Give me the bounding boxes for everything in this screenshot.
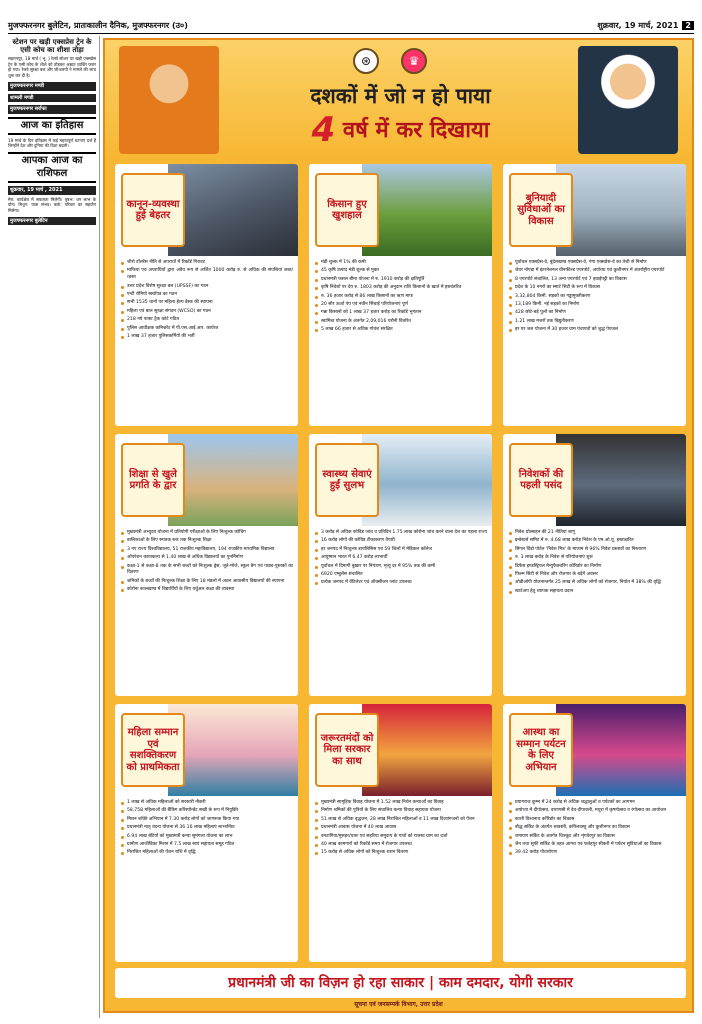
bullet-point: मिशन शक्ति अभियान में 7.30 करोड़ लोगों को जागरूक किया गया (121, 817, 293, 824)
bullet-point: 45 कृषि उत्पाद मंडी शुल्क से मुक्त (315, 268, 487, 275)
state-emblem-icon: ⊛ (353, 48, 379, 74)
bullet-point: फिल्म सिटी से निवेश और रोजगार के बढ़ेंगे अवसर (509, 572, 681, 579)
card-label: शिक्षा से खुले प्रगति के द्वार (121, 443, 185, 517)
bullet-point: 428 छोटे-बड़े पुलों का निर्माण (509, 310, 681, 317)
bullet-point: कोरोना कालखण्ड में विद्यार्थियों के लिए वर्चुअल कक्षा की व्यवस्था (121, 587, 293, 594)
bullet-point: श्रमिकों के बच्चों की निःशुल्क शिक्षा के लिए 18 मंडलों में अटल आवासीय विद्यालयों की स्थापना (121, 579, 293, 586)
card-points (115, 256, 298, 341)
bullet-point: 5 लाख 66 हजार से अधिक गोवंश संरक्षित (315, 327, 487, 334)
bullet-point: मंडी शुल्क में 1% की कमी (315, 260, 487, 267)
history-heading: आज का इतिहास (8, 117, 96, 135)
masthead-date: शुक्रवार, 19 मार्च, 2021 (597, 21, 679, 30)
bullet-point: आयुष्मान भारत में 6.47 करोड़ लाभार्थी (315, 555, 487, 562)
card-points (309, 256, 492, 334)
bullet-point: 1 लाख से अधिक महिलाओं को सरकारी नौकरी (121, 800, 293, 807)
headline-number: 4 (311, 110, 336, 150)
ad-hero (105, 40, 692, 158)
bullet-point: निवेश प्रोत्साहन की 21 नीतियां लागू (509, 530, 681, 537)
bullet-point: इन्वेस्टर्स समिट में रु. 4.68 लाख करोड़ निवेश के एम.ओ.यू. हस्ताक्षरित (509, 538, 681, 545)
bullet-point: काशी विश्वनाथ कॉरिडोर का विकास (509, 817, 681, 824)
card-photo (168, 164, 298, 256)
government-advertisement (103, 38, 694, 1013)
bullet-point: गन्ना किसानों को 1 लाख 37 हजार करोड़ का रिकॉर्ड भुगतान (315, 310, 487, 317)
bullet-point: 1 लाख 37 हजार पुलिसकर्मियों की भर्ती (121, 334, 293, 341)
card-points (309, 526, 492, 587)
bullet-point: बौद्ध सर्किट के अंतर्गत श्रावस्ती, कपिलवस्तु और कुशीनगर का विकास (509, 825, 681, 832)
masthead-date-group (597, 20, 694, 31)
bullet-point: पुलिस आधीक्षक कमिश्नरेट में पी.एस.आई.आर. कार्यरत (121, 326, 293, 333)
left-news-column (8, 36, 100, 1018)
bullet-point: कक्षा-1 से कक्षा-8 तक के सभी बच्चों को निःशुल्क ड्रेस, जूते-मोजे, स्कूल बैग एवं पाठ्य-पुस्तकों का वितरण (121, 564, 293, 578)
bullet-point: वनटांगिया/मुसहर/थारू एवं सहरिया समुदाय के गांवों को राजस्व ग्राम का दर्जा (315, 834, 487, 841)
bullet-point: 6920 एम्बुलेंस संचालित (315, 572, 487, 579)
bullet-point: रु. 36 हजार करोड़ से 86 लाख किसानों का ऋण माफ (315, 294, 487, 301)
bullet-point: प्रधानमंत्री फसल बीमा योजना में रु. 1910 करोड़ की क्षतिपूर्ति (315, 277, 487, 284)
page-number: 2 (682, 21, 694, 30)
card-farmers (309, 164, 492, 426)
bullet-point: पूर्वांचल एक्सप्रेस-वे, बुंदेलखण्ड एक्सप्रेस-वे, गंगा एक्सप्रेस-वे का तेजी से निर्माण (509, 260, 681, 267)
bullet-point: रु. 3 लाख करोड़ के निवेश से परियोजनाएं शुरू (509, 555, 681, 562)
bullet-point: प्रधानमंत्री आवास योजना में 40 लाख आवास (315, 825, 487, 832)
card-points (503, 526, 686, 596)
card-points (309, 796, 492, 857)
card-points (115, 526, 298, 594)
bullet-point: ओडीओपी योजनान्तर्गत 25 लाख से अधिक लोगों को रोजगार, निर्यात में 38% की वृद्धि (509, 580, 681, 587)
bullet-point: एन्टी रोमियो स्क्वॉयड का गठन (121, 292, 293, 299)
card-welfare (309, 704, 492, 962)
card-label: निवेशकों की पहली पसंद (509, 443, 573, 517)
bullet-point: जेवर नोएडा में इंटरनेशनल ग्रीनफील्ड एयरपोर्ट, अयोध्या एवं कुशीनगर में अंतर्राष्ट्रीय एयरपोर्ट (509, 268, 681, 275)
rashifal-text: मेष: कार्यक्षेत्र में सफलता मिलेगी। वृषभ: धन लाभ के योग। मिथुन: यात्रा संभव। कर्क: परिवार का सहयोग मिलेगा। (8, 196, 96, 213)
card-photo (556, 164, 686, 256)
bullet-point: उत्तर प्रदेश विशेष सुरक्षा बल (UPSSF) का गठन (121, 284, 293, 291)
bullet-point: माफिया एवं अपराधियों द्वारा अवैध रूप से अर्जित 1000 करोड़ रु. से अधिक की संपत्तियां जब्त/ध्वस्त (121, 268, 293, 282)
bullet-point: निराश्रित महिलाओं की पेंशन राशि में वृद्धि (121, 850, 293, 857)
bullet-point: 39.42 करोड़ पौधारोपण (509, 850, 681, 857)
ad-slogan: प्रधानमंत्री जी का विज़न हो रहा साकार | काम दमदार, योगी सरकार (115, 968, 686, 998)
rashifal-date: शुक्रवार, 19 मार्च , 2021 (8, 186, 96, 195)
bullet-point: प्रयागराज कुम्भ में 24 करोड़ से अधिक श्रद्धालुओं व पर्यटकों का आगमन (509, 800, 681, 807)
bullet-point: 3 नए राज्य विश्वविद्यालय, 51 राजकीय महाविद्यालय, 194 राजकीय माध्यमिक विद्यालय (121, 547, 293, 554)
bullet-point: 218 नये फास्ट ट्रैक कोर्ट गठित (121, 317, 293, 324)
mandi-heading-1: मुजफ्फरनगर मण्डी (8, 82, 96, 91)
portrait-right-image (578, 46, 678, 154)
bullet-point: मुख्यमंत्री अभ्युदय योजना में प्रतियोगी परीक्षाओं के लिए निःशुल्क कोचिंग (121, 530, 293, 537)
card-label: जरूरतमंदों को मिला सरकार का साथ (315, 713, 379, 787)
card-photo (362, 704, 492, 796)
card-photo (362, 164, 492, 256)
bullet-point: रामायण सर्किट के अंतर्गत चित्रकूट और शृंगवेरपुर का विकास (509, 834, 681, 841)
bullet-point: 15 करोड़ से अधिक लोगों को निःशुल्क राशन वितरण (315, 850, 487, 857)
rashifal-heading: आपका आज का राशिफल (8, 152, 96, 183)
bullet-point: प्रत्येक जनपद में वेंटिलेटर एवं ऑक्सीजन प्लांट उपलब्ध (315, 580, 487, 587)
campaign-logo-icon: ♛ (401, 48, 427, 74)
masthead-title: मुजफ्फरनगर बुलेटिन, प्रातःकालीन दैनिक, मुजफ्फरनगर (उ०) (8, 21, 188, 30)
bullet-point: 8 एयरपोर्ट संचालित, 13 अन्य एयरपोर्ट एवं 7 हवाईपट्टी का विकास (509, 277, 681, 284)
bullet-point: स्टार्टअप हेतु व्यापक सहायता प्रदान (509, 589, 681, 596)
card-photo (168, 704, 298, 796)
history-text: 19 मार्च के दिन इतिहास में कई महत्वपूर्ण घटनाएं दर्ज हैं जिन्होंने देश और दुनिया की दिशा बदली। (8, 137, 96, 149)
history-body (8, 138, 96, 149)
headline-secondary (225, 110, 576, 150)
portrait-left-image (119, 46, 219, 154)
headline-primary: दशकों में जो न हो पाया (310, 84, 491, 108)
achievement-grid (115, 164, 686, 964)
bullet-point: ऑपरेशन कायाकल्प से 1.40 लाख से अधिक विद्यालयों का पुनर्निर्माण (121, 555, 293, 562)
card-tourism (503, 704, 686, 962)
card-label: स्वास्थ्य सेवाएं हुईं सुलभ (315, 443, 379, 517)
card-photo (362, 434, 492, 526)
bullet-point: हर जनपद में निःशुल्क डायलिसिस एवं 59 जिलों में मेडिकल कॉलेज (315, 547, 487, 554)
bullet-point: कृषि निवेशों पर देय रु. 1803 करोड़ की अनुदान राशि किसानों के खाते में हस्तांतरित (315, 285, 487, 292)
card-health (309, 434, 492, 696)
card-law-order (115, 164, 298, 426)
card-photo (556, 434, 686, 526)
ad-credit: सूचना एवं जनसम्पर्क विभाग, उत्तर प्रदेश (354, 1001, 443, 1008)
card-label: आस्था का सम्मान पर्यटन के लिए अभियान (509, 713, 573, 787)
bullet-point: 13,189 किमी. नई सड़कों का निर्माण (509, 302, 681, 309)
bullet-point: 16 करोड़ लोगों की कोविड टीकाकरण तैयारी (315, 538, 487, 545)
headline-secondary-text: वर्ष में कर दिखाया (342, 118, 490, 143)
bullet-point: डिफेंस इण्डस्ट्रियल मैन्युफैक्चरिंग कॉरिडोर का निर्माण (509, 564, 681, 571)
card-label: किसान हुए खुशहाल (315, 173, 379, 247)
bullet-point: महिला एवं बाल सुरक्षा संगठन (WCSO) का गठन (121, 309, 293, 316)
bullet-point: 20 सौर ऊर्जा पंप एवं नवीन सिंचाई परियोजनाएं पूर्ण (315, 302, 487, 309)
bullet-point: 6.94 लाख बेटियों को मुख्यमंत्री कन्या सुमंगला योजना का लाभ (121, 834, 293, 841)
story-body (8, 56, 96, 79)
bullet-point: पूर्वांचल में दिमागी बुखार पर नियंत्रण, मृत्यु दर में 95% तक की कमी (315, 564, 487, 571)
card-women (115, 704, 298, 962)
bullet-point: सभी 1535 थानों पर महिला हेल्प डेस्क की स्थापना (121, 300, 293, 307)
bullet-point: 58,758 महिलाओं की बैंकिंग कॉरेस्पॉन्डेंट सखी के रूप में नियुक्ति (121, 808, 293, 815)
bullet-point: स्वामित्व योजना के अंतर्गत 2,09,016 घरौनी वितरित (315, 319, 487, 326)
bullet-point: ग्रामीण आजीविका मिशन में 7.5 लाख स्वयं सहायता समूह गठित (121, 842, 293, 849)
rashifal-body (8, 197, 96, 214)
card-points (503, 796, 686, 857)
story-title: स्टेशन पर खड़ी एक्सप्रेस ट्रेन के एसी कोच का शीशा तोड़ा (12, 38, 92, 55)
mandi-heading-3: मुजफ्फरनगर सर्राफा (8, 105, 96, 114)
bullet-point: जीरो टॉलरेंस नीति से अपराधों में रिकॉर्ड गिरावट (121, 260, 293, 267)
card-points (115, 796, 298, 857)
bullet-point: हर घर जल योजना में 30 हजार ग्राम पंचायतों को शुद्ध पेयजल (509, 327, 681, 334)
bullet-point: जैन तथा सूफी सर्किट के तहत आगरा एवं फतेहपुर सीकरी में पर्यटन सुविधाओं का विकास (509, 842, 681, 849)
bullet-point: मुख्यमंत्री सामूहिक विवाह योजना में 1.52 लाख निर्धन कन्याओं का विवाह (315, 800, 487, 807)
bullet-point: बालिकाओं के लिए स्नातक स्तर तक निःशुल्क शिक्षा (121, 538, 293, 545)
masthead (8, 18, 694, 34)
card-infrastructure (503, 164, 686, 426)
card-label: कानून-व्यवस्था हुई बेहतर (121, 173, 185, 247)
story-text: सहारनपुर, 18 मार्च ( भू. ) रेलवे स्टेशन पर खड़ी एक्सप्रेस ट्रेन के एसी कोच के शीशे को तोड़कर अज्ञात व्यक्ति फरार हो गया। रेलवे सुरक्षा बल और जीआरपी ने मामले की जांच शुरू कर दी है। (8, 56, 96, 79)
card-label: बुनियादी सुविधाओं का विकास (509, 173, 573, 247)
bullet-point: निर्माण श्रमिकों की पुत्रियों के लिए संचालित कन्या विवाह सहायता योजना (315, 808, 487, 815)
bullet-point: सिंगल विंडो पोर्टल 'निवेश मित्र' के माध्यम से 96% निवेश प्रस्तावों का निस्तारण (509, 547, 681, 554)
bulletin-heading: मुजफ्फरनगर बुलेटिन (8, 217, 96, 226)
bullet-point: 3 करोड़ से अधिक कोविड जांच व प्रतिदिन 1.75 लाख कोरोना जांच करने वाला देश का पहला राज्य (315, 530, 487, 537)
bullet-point: 51 लाख से अधिक वृद्धजन, 28 लाख निराश्रित महिलाओं व 11 लाख दिव्यांगजनों को पेंशन (315, 817, 487, 824)
bullet-point: अयोध्या में दीपोत्सव, वाराणसी में देव-दीपावली, मथुरा में कृष्णोत्सव व रंगोत्सव का आयोजन (509, 808, 681, 815)
card-investors (503, 434, 686, 696)
card-label: महिला सम्मान एवं सशक्तिकरण को प्राथमिकता (121, 713, 185, 787)
bullet-point: प्रधानमंत्री मातृ वंदना योजना से 36.16 लाख महिलाएं लाभान्वित (121, 825, 293, 832)
card-photo (168, 434, 298, 526)
bullet-point: 1.21 लाख मजरों तक विद्युतीकरण (509, 319, 681, 326)
card-education (115, 434, 298, 696)
bullet-point: 40 लाख कामगारों को रिकॉर्ड समय में रोजगार उपलब्ध (315, 842, 487, 849)
card-points (503, 256, 686, 334)
bullet-point: प्रदेश के 10 नगरों का स्मार्ट सिटी के रूप में विकास (509, 285, 681, 292)
card-photo (556, 704, 686, 796)
bullet-point: 3,32,804 किमी. सड़कों का गड्ढामुक्तीकरण (509, 294, 681, 301)
mandi-heading-2: शामली मण्डी (8, 94, 96, 103)
